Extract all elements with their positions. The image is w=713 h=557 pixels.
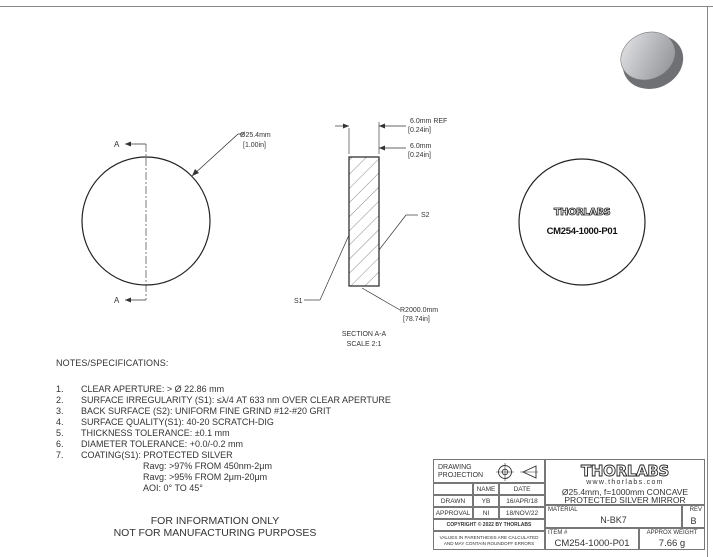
section-body xyxy=(349,157,379,286)
isometric-mirror-thumbnail xyxy=(613,23,692,98)
thickness-dimension: 6.0mm xyxy=(410,143,432,150)
section-marker-top: A xyxy=(114,140,120,149)
projection-label-2: PROJECTION xyxy=(438,472,484,479)
note-text: THICKNESS TOLERANCE: ±0.1 mm xyxy=(81,428,230,438)
note-number: 3. xyxy=(56,406,64,416)
company-cell xyxy=(545,459,705,505)
back-view-outline xyxy=(519,159,645,285)
note-text: SURFACE IRREGULARITY (S1): ≤λ/4 AT 633 nm OVER CLEAR APERTURE xyxy=(81,395,391,405)
section-marker-bottom: A xyxy=(114,296,120,305)
note-number: 4. xyxy=(56,417,64,427)
diameter-leader xyxy=(192,134,238,176)
item-label: ITEM # xyxy=(548,530,568,536)
part-description-line-2: PROTECTED SILVER MIRROR xyxy=(564,495,686,505)
thickness-ref-inch: [0.24in] xyxy=(408,127,431,134)
note-text: BACK SURFACE (S2): UNIFORM FINE GRIND #12-#20 GRIT xyxy=(81,406,332,416)
material-label: MATERIAL xyxy=(548,507,578,513)
item-number: CM254-1000-P01 xyxy=(554,538,630,549)
header-blank xyxy=(433,483,473,495)
surface-s2-label: S2 xyxy=(421,212,430,219)
copyright: COPYRIGHT © 2022 BY THORLABS xyxy=(433,519,545,531)
item-cell xyxy=(545,528,639,550)
note-text: SURFACE QUALITY(S1): 40-20 SCRATCH-DIG xyxy=(81,417,274,427)
weight-value: 7.66 g xyxy=(658,538,686,549)
material-cell xyxy=(545,505,682,528)
drawn-name: YB xyxy=(473,495,499,507)
note-number: 7. xyxy=(56,450,64,460)
radius-dimension: R2000.0mm xyxy=(400,307,439,314)
drawn-label: DRAWN xyxy=(433,495,473,507)
title-block xyxy=(433,459,705,550)
company-logo: THORLABS xyxy=(580,462,670,480)
engraved-logo: THORLABS xyxy=(553,207,611,218)
note-number: 5. xyxy=(56,428,64,438)
section-scale: SCALE 2:1 xyxy=(346,341,382,348)
approval-date: 18/NOV/22 xyxy=(499,507,545,519)
weight-label: APPROX WEIGHT xyxy=(646,530,698,536)
weight-cell xyxy=(639,528,705,550)
approval-name: NI xyxy=(473,507,499,519)
company-website: www.thorlabs.com xyxy=(586,479,664,486)
notes-specifications xyxy=(56,358,391,493)
col-name-header: NAME xyxy=(473,483,499,495)
third-angle-projection-icon xyxy=(496,462,540,482)
note-text: Ravg: >95% FROM 2μm-20μm xyxy=(143,472,268,482)
note-text: DIAMETER TOLERANCE: +0.0/-0.2 mm xyxy=(81,439,243,449)
back-view xyxy=(519,159,645,285)
note-number: 6. xyxy=(56,439,64,449)
disclaimer-line-2: NOT FOR MANUFACTURING PURPOSES xyxy=(113,527,317,539)
note-text: AOI: 0° TO 45° xyxy=(143,483,203,493)
rev-label: REV xyxy=(689,507,702,513)
front-view xyxy=(82,132,271,305)
diameter-dimension-inch: [1.00in] xyxy=(243,142,266,149)
diameter-dimension: Ø25.4mm xyxy=(240,132,271,139)
notes-title: NOTES/SPECIFICATIONS: xyxy=(56,358,169,368)
material-value: N-BK7 xyxy=(600,515,627,525)
rev-cell xyxy=(682,505,705,528)
projection-cell xyxy=(433,459,545,483)
values-note-line-2: AND MAY CONTAIN ROUNDOFF ERRORS xyxy=(443,541,535,546)
thickness-ref-dimension: 6.0mm REF xyxy=(410,118,448,125)
disclaimer xyxy=(110,515,320,539)
surface-s1-label: S1 xyxy=(294,298,303,305)
section-view xyxy=(294,118,447,348)
engraved-part-number: CM254-1000-P01 xyxy=(546,226,618,237)
thickness-inch: [0.24in] xyxy=(408,152,431,159)
note-number: 2. xyxy=(56,395,64,405)
col-date-header: DATE xyxy=(499,483,545,495)
projection-label-1: DRAWING xyxy=(438,464,472,471)
drawn-date: 16/APR/18 xyxy=(499,495,545,507)
note-text: Ravg: >97% FROM 450nm-2μm xyxy=(143,461,272,471)
disclaimer-line-1: FOR INFORMATION ONLY xyxy=(150,515,280,527)
note-text: CLEAR APERTURE: > Ø 22.86 mm xyxy=(81,384,225,394)
note-text: COATING(S1): PROTECTED SILVER xyxy=(81,450,233,460)
note-number: 1. xyxy=(56,384,64,394)
values-note-line-1: VALUES IN PARENTHESIS ARE CALCULATED xyxy=(439,535,539,540)
rev-value: B xyxy=(690,516,697,526)
part-description-line-1: Ø25.4mm, f=1000mm CONCAVE xyxy=(561,487,689,497)
approval-label: APPROVAL xyxy=(433,507,473,519)
radius-inch: [78.74in] xyxy=(403,316,430,323)
section-caption: SECTION A-A xyxy=(341,331,387,338)
values-note xyxy=(433,531,545,550)
